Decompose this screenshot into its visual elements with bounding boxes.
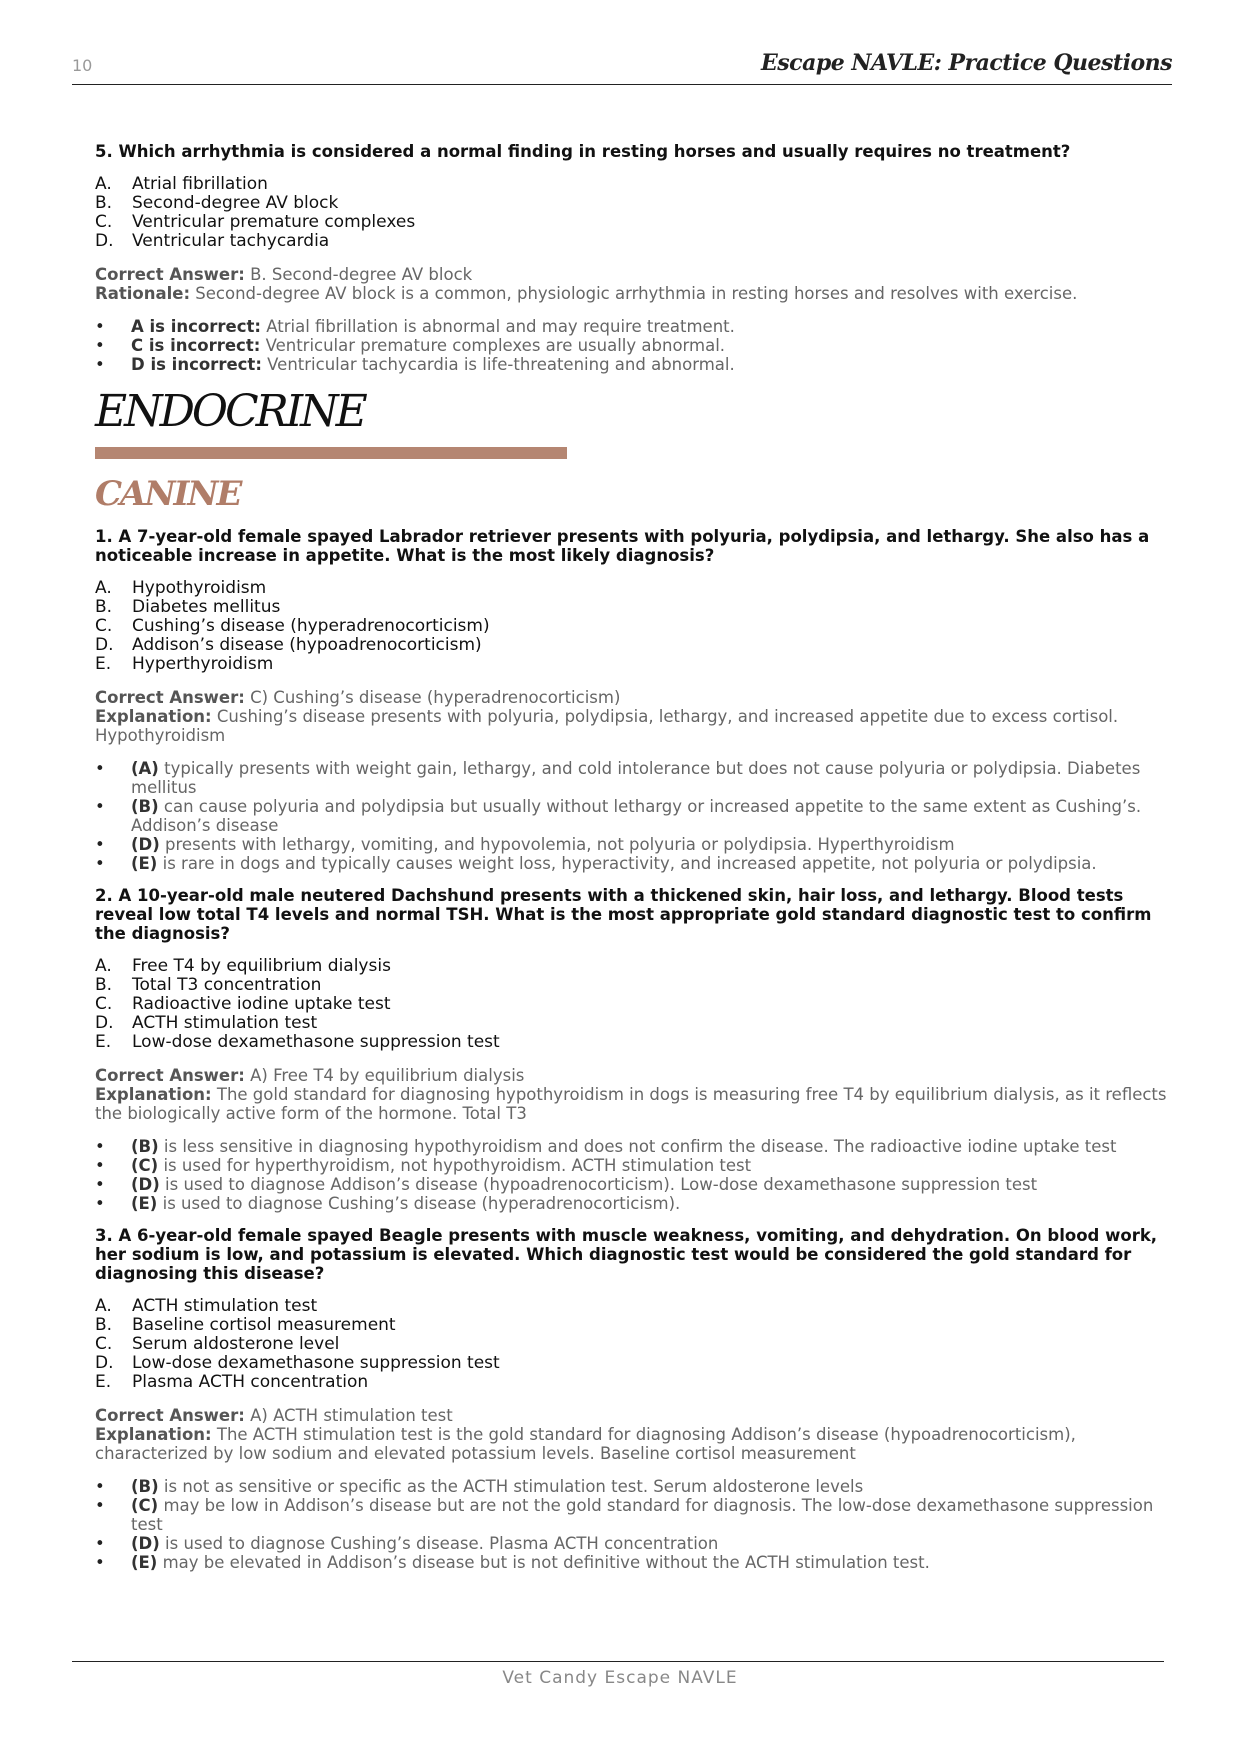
option: A. Hypothyroidism (95, 578, 267, 598)
correct-answer-label: Correct Answer: (95, 688, 245, 707)
option: D. Addison’s disease (hypoadrenocorticism) (95, 635, 482, 655)
bullet-item: • C is incorrect: Ventricular premature complexes are usually abnormal. (95, 336, 726, 355)
bullet-item: • (E) is used to diagnose Cushing’s disease (hyperadrenocorticism). (95, 1194, 681, 1213)
bullet-icon: • (95, 835, 105, 854)
bullet-icon: • (95, 1496, 105, 1515)
option: C. Cushing’s disease (hyperadrenocorticism) (95, 616, 490, 636)
bullet-item: • (D) is used to diagnose Addison’s disease (hypoadrenocorticism). Low-dose dexamethasone suppression test (95, 1175, 1038, 1194)
bullet-item: • (B) can cause polyuria and polydipsia but usually without lethargy or increased appetite to the same extent as Cushing’s. Addison’s disease (95, 797, 1142, 835)
bullet-icon: • (95, 1175, 105, 1194)
bullet-icon: • (95, 336, 105, 355)
bullet-icon: • (95, 317, 105, 336)
option: D. ACTH stimulation test (95, 1013, 318, 1033)
option: B. Second-degree AV block (95, 193, 339, 213)
question-text: 5. Which arrhythmia is considered a normal finding in resting horses and usually requires no treatment? (95, 142, 1071, 161)
bullet-item: • (D) is used to diagnose Cushing’s disease. Plasma ACTH concentration (95, 1534, 719, 1553)
section-divider-bar (95, 447, 567, 459)
rationale-text: Second-degree AV block is a common, physiologic arrhythmia in resting horses and resolves with exercise. (195, 284, 1078, 303)
option: C. Serum aldosterone level (95, 1334, 340, 1354)
option: B. Total T3 concentration (95, 975, 322, 995)
bullet-item: • D is incorrect: Ventricular tachycardia is life-threatening and abnormal. (95, 355, 735, 374)
option-list (95, 957, 1185, 1052)
page-content (95, 142, 1185, 1585)
explanation-label: Explanation: (95, 1085, 212, 1104)
explanation-label: Explanation: (95, 1425, 212, 1444)
bullet-item: • (B) is not as sensitive or specific as the ACTH stimulation test. Serum aldosterone levels (95, 1477, 864, 1496)
correct-answer-label: Correct Answer: (95, 265, 245, 284)
correct-answer: A) Free T4 by equilibrium dialysis (250, 1066, 525, 1085)
bullet-item: • (B) is less sensitive in diagnosing hypothyroidism and does not confirm the disease. The radioactive iodine uptake test (95, 1137, 1117, 1156)
answer-block (95, 688, 1185, 745)
bullet-list (95, 1477, 1185, 1572)
option: C. Radioactive iodine uptake test (95, 994, 391, 1014)
rationale-label: Rationale: (95, 284, 191, 303)
option: A. Atrial fibrillation (95, 174, 268, 194)
correct-answer-label: Correct Answer: (95, 1066, 245, 1085)
explanation-text: The gold standard for diagnosing hypothyroidism in dogs is measuring free T4 by equilibrium dialysis, as it reflects the biologically active form of the hormone. Total T3 (95, 1085, 1167, 1123)
bullet-icon: • (95, 1553, 105, 1572)
correct-answer-label: Correct Answer: (95, 1406, 245, 1425)
option: B. Diabetes mellitus (95, 597, 281, 617)
question-text: 3. A 6-year-old female spayed Beagle presents with muscle weakness, vomiting, and dehydration. On blood work, her sodium is low, and potassium is elevated. Which diagnostic test would be considered the gold standard for diagnosing this disease? (95, 1226, 1158, 1283)
question-block-q5 (95, 142, 1185, 374)
option: E. Low-dose dexamethasone suppression test (95, 1032, 500, 1052)
bullet-item: • (D) presents with lethargy, vomiting, and hypovolemia, not polyuria or polydipsia. Hyperthyroidism (95, 835, 955, 854)
section-subtitle: CANINE (95, 474, 241, 514)
answer-block (95, 1406, 1185, 1463)
question-block-2 (95, 886, 1185, 1213)
bullet-item: • (C) may be low in Addison’s disease but are not the gold standard for diagnosis. The low-dose dexamethasone suppression test (95, 1496, 1154, 1534)
option: E. Hyperthyroidism (95, 654, 274, 674)
option: C. Ventricular premature complexes (95, 212, 416, 232)
bullet-list (95, 1137, 1185, 1213)
option: E. Plasma ACTH concentration (95, 1372, 369, 1392)
bullet-icon: • (95, 1194, 105, 1213)
explanation-text: Cushing’s disease presents with polyuria, polydipsia, lethargy, and increased appetite due to excess cortisol. Hypothyroidism (95, 707, 1119, 745)
correct-answer: B. Second-degree AV block (250, 265, 473, 284)
explanation-text: The ACTH stimulation test is the gold standard for diagnosing Addison’s disease (hypoadrenocorticism), characterized by low sodium and elevated potassium levels. Baseline cortisol measurement (95, 1425, 1076, 1463)
option-list (95, 175, 1185, 251)
correct-answer: C) Cushing’s disease (hyperadrenocorticism) (250, 688, 621, 707)
bullet-item: • (E) may be elevated in Addison’s disease but is not definitive without the ACTH stimulation test. (95, 1553, 930, 1572)
answer-block (95, 265, 1185, 303)
question-block-1 (95, 527, 1185, 873)
bullet-list (95, 759, 1185, 873)
section-title: ENDOCRINE (95, 386, 365, 437)
bullet-icon: • (95, 1477, 105, 1496)
page-footer: Vet Candy Escape NAVLE (502, 1668, 738, 1688)
bullet-item: • (C) is used for hyperthyroidism, not hypothyroidism. ACTH stimulation test (95, 1156, 752, 1175)
bullet-icon: • (95, 1534, 105, 1553)
bullet-icon: • (95, 1137, 105, 1156)
bullet-icon: • (95, 797, 105, 816)
page-number: 10 (72, 56, 93, 75)
question-text: 2. A 10-year-old male neutered Dachshund presents with a thickened skin, hair loss, and lethargy. Blood tests reveal low total T4 levels and normal TSH. What is the most appropriate gold standard diagnostic test to confirm the diagnosis? (95, 886, 1152, 943)
bullet-item: • (E) is rare in dogs and typically causes weight loss, hyperactivity, and increased appetite, not polyuria or polydipsia. (95, 854, 1097, 873)
answer-block (95, 1066, 1185, 1123)
bullet-icon: • (95, 759, 105, 778)
option: B. Baseline cortisol measurement (95, 1315, 396, 1335)
bullet-list (95, 317, 1185, 374)
bullet-item: • (A) typically presents with weight gain, lethargy, and cold intolerance but does not cause polyuria or polydipsia. Diabetes mellitus (95, 759, 1141, 797)
bullet-item: • A is incorrect: Atrial fibrillation is abnormal and may require treatment. (95, 317, 735, 336)
document-title: Escape NAVLE: Practice Questions (761, 50, 1172, 76)
option: A. Free T4 by equilibrium dialysis (95, 956, 391, 976)
bullet-icon: • (95, 355, 105, 374)
option-list (95, 1297, 1185, 1392)
bullet-icon: • (95, 1156, 105, 1175)
option: A. ACTH stimulation test (95, 1296, 318, 1316)
question-text: 1. A 7-year-old female spayed Labrador retriever presents with polyuria, polydipsia, and lethargy. She also has a noticeable increase in appetite. What is the most likely diagnosis? (95, 527, 1150, 565)
footer-divider (72, 1661, 1164, 1662)
option: D. Low-dose dexamethasone suppression test (95, 1353, 500, 1373)
question-block-3 (95, 1226, 1185, 1572)
option-list (95, 579, 1185, 674)
correct-answer: A) ACTH stimulation test (250, 1406, 453, 1425)
option: D. Ventricular tachycardia (95, 231, 330, 251)
explanation-label: Explanation: (95, 707, 212, 726)
bullet-icon: • (95, 854, 105, 873)
page-header (72, 48, 1172, 85)
